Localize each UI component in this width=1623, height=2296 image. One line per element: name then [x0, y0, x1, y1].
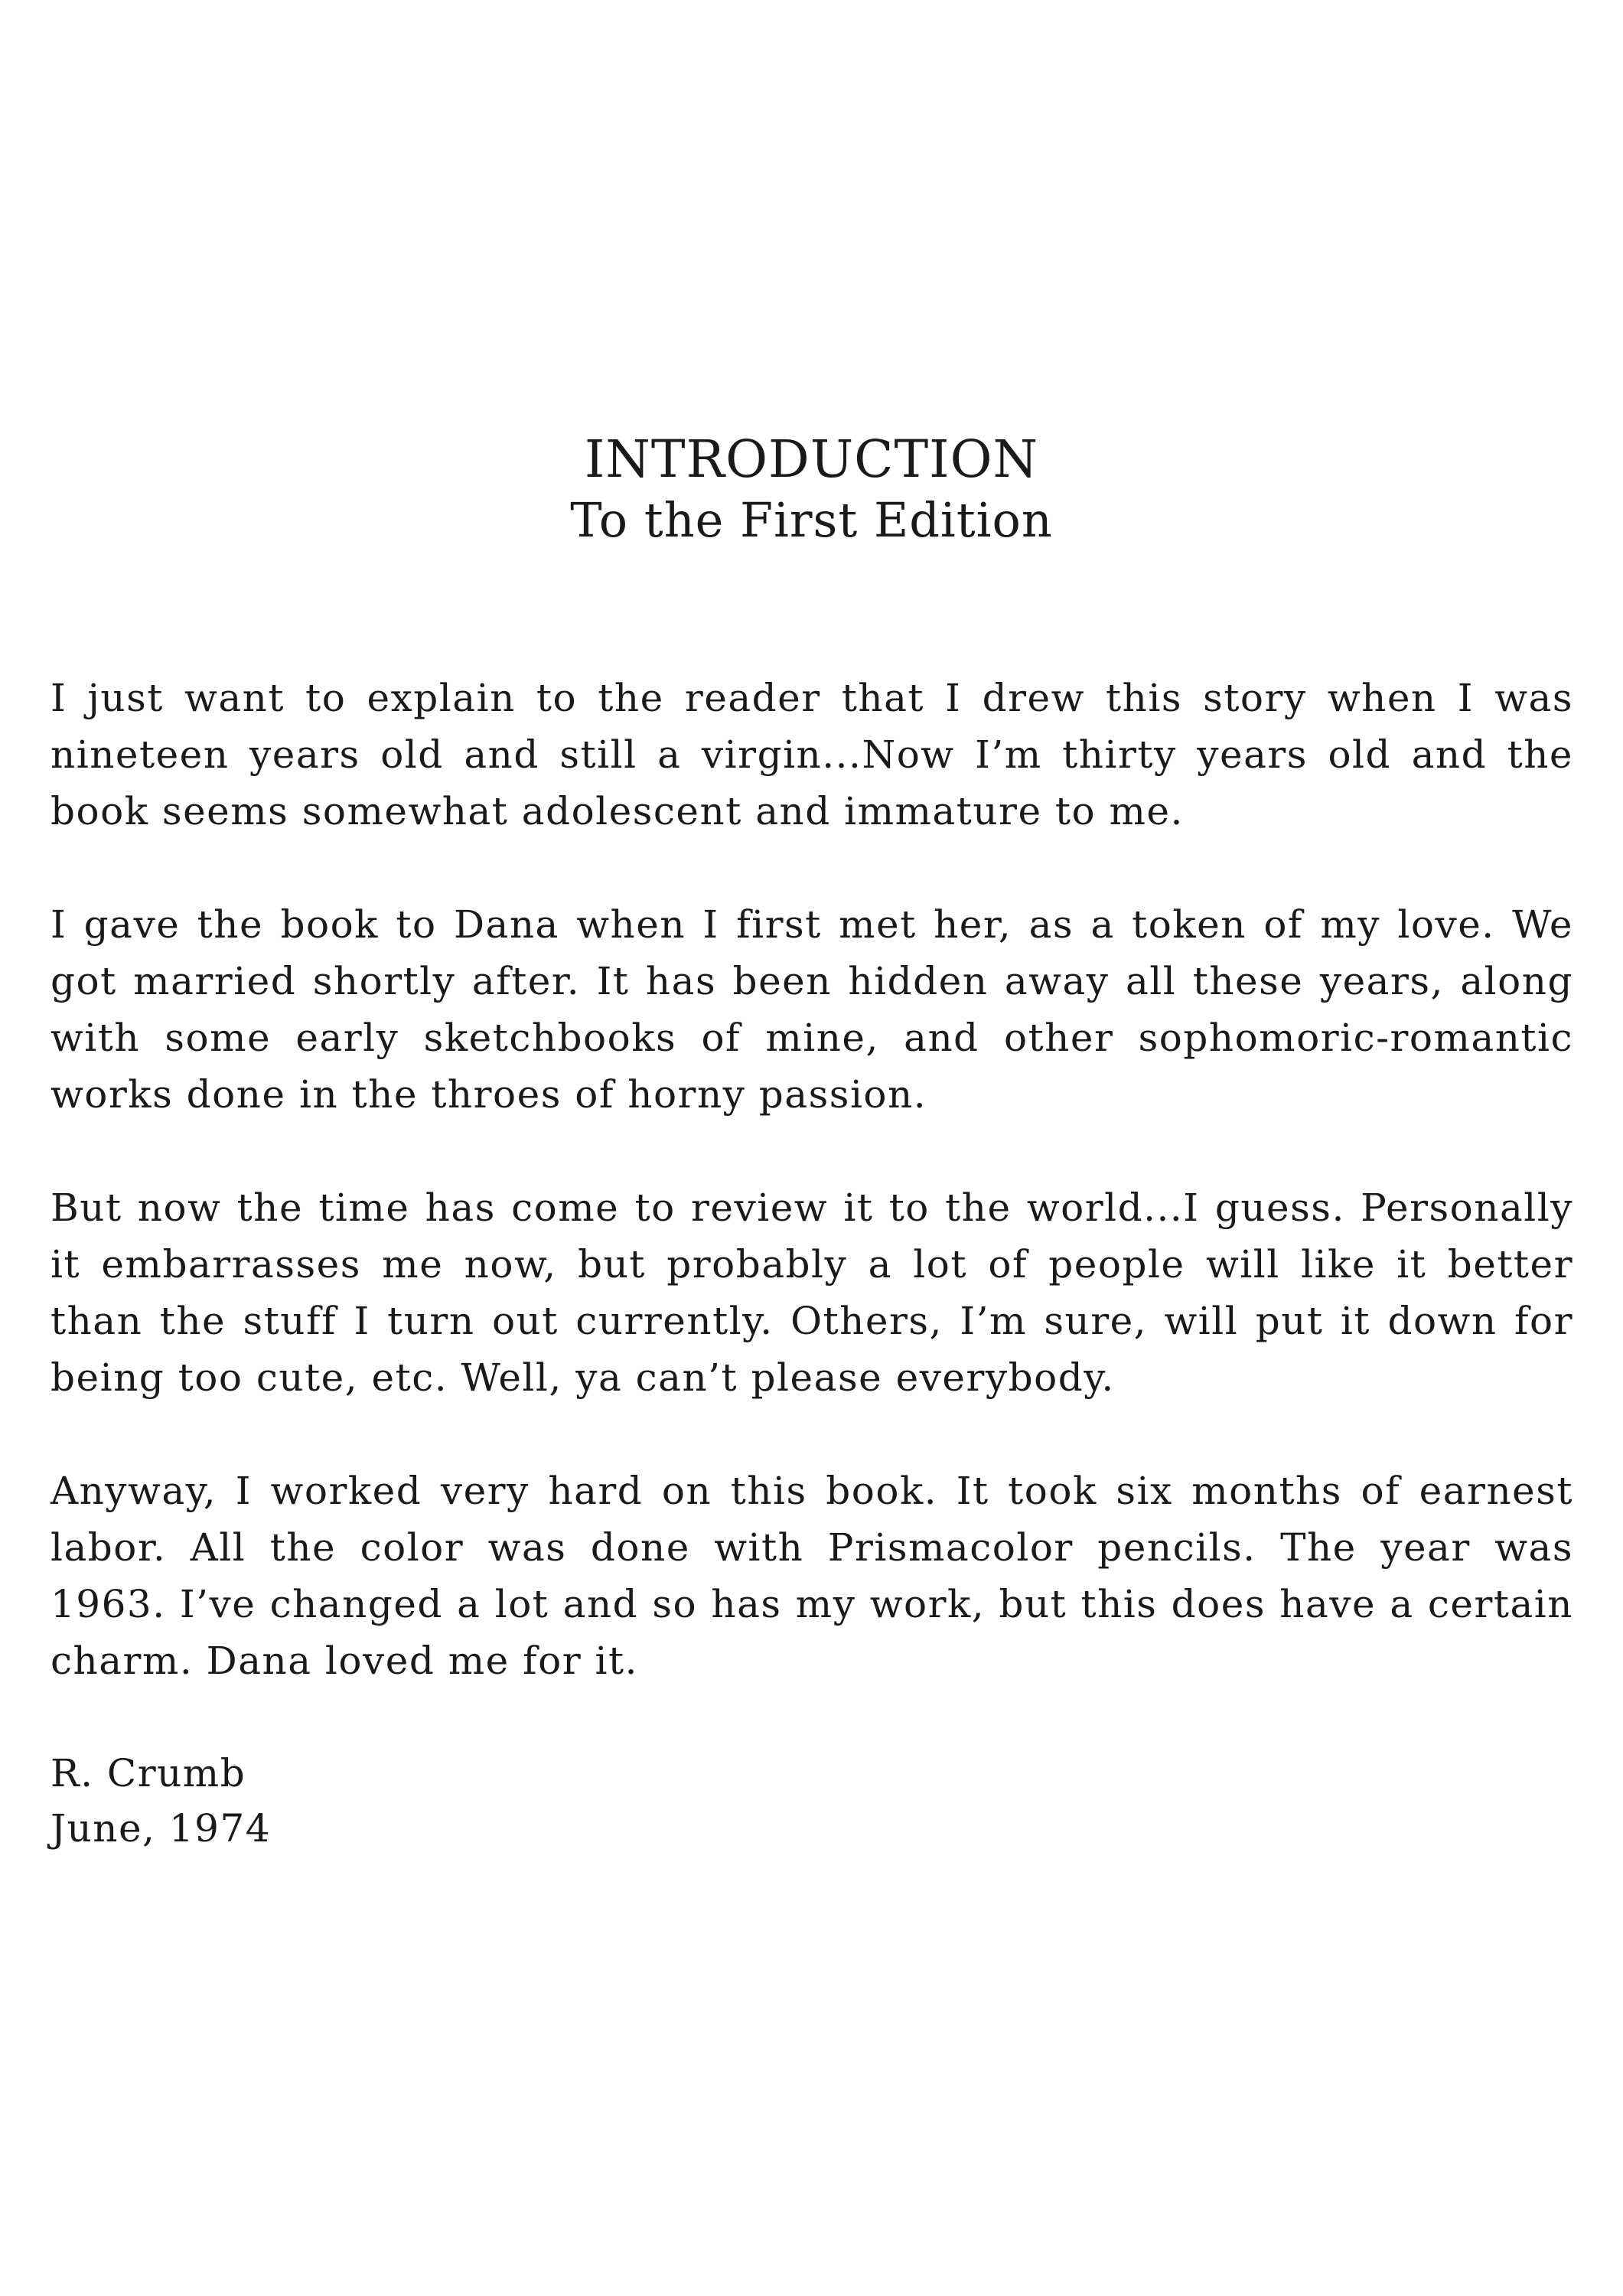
paragraph-2: I gave the book to Dana when I first met her, as a token of my love. We got married shortly after. It has been hidden away all these years, along with some early sketchbooks of mine, and other sophomoric-romantic works done in the throes of horny passion. — [51, 902, 1573, 1117]
page-heading — [0, 429, 1623, 551]
page-subtitle: To the First Edition — [570, 492, 1053, 548]
signature-date: June, 1974 — [51, 1806, 272, 1851]
paragraph-3: But now the time has come to review it to the world...I guess. Personally it embarrasses me now, but probably a lot of people will like it better than the stuff I turn out currently. Others, I’m sure, will put it down for being too cute, etc. Well, ya can’t please everybody. — [51, 1186, 1573, 1400]
page-title: INTRODUCTION — [584, 429, 1039, 489]
paragraph-1: I just want to explain to the reader that I drew this story when I was nineteen years old and still a virgin...Now I’m thirty years old and the book seems somewhat adolescent and immature to me. — [51, 676, 1573, 833]
signature-block — [51, 1746, 1573, 1856]
paragraph-4: Anyway, I worked very hard on this book. It took six months of earnest labor. All the color was done with Prismacolor pencils. The year was 1963. I’ve changed a lot and so has my work, but this does have a certain charm. Dana loved me for it. — [51, 1469, 1573, 1683]
introduction-body — [51, 670, 1573, 1856]
author-name: R. Crumb — [51, 1751, 246, 1795]
